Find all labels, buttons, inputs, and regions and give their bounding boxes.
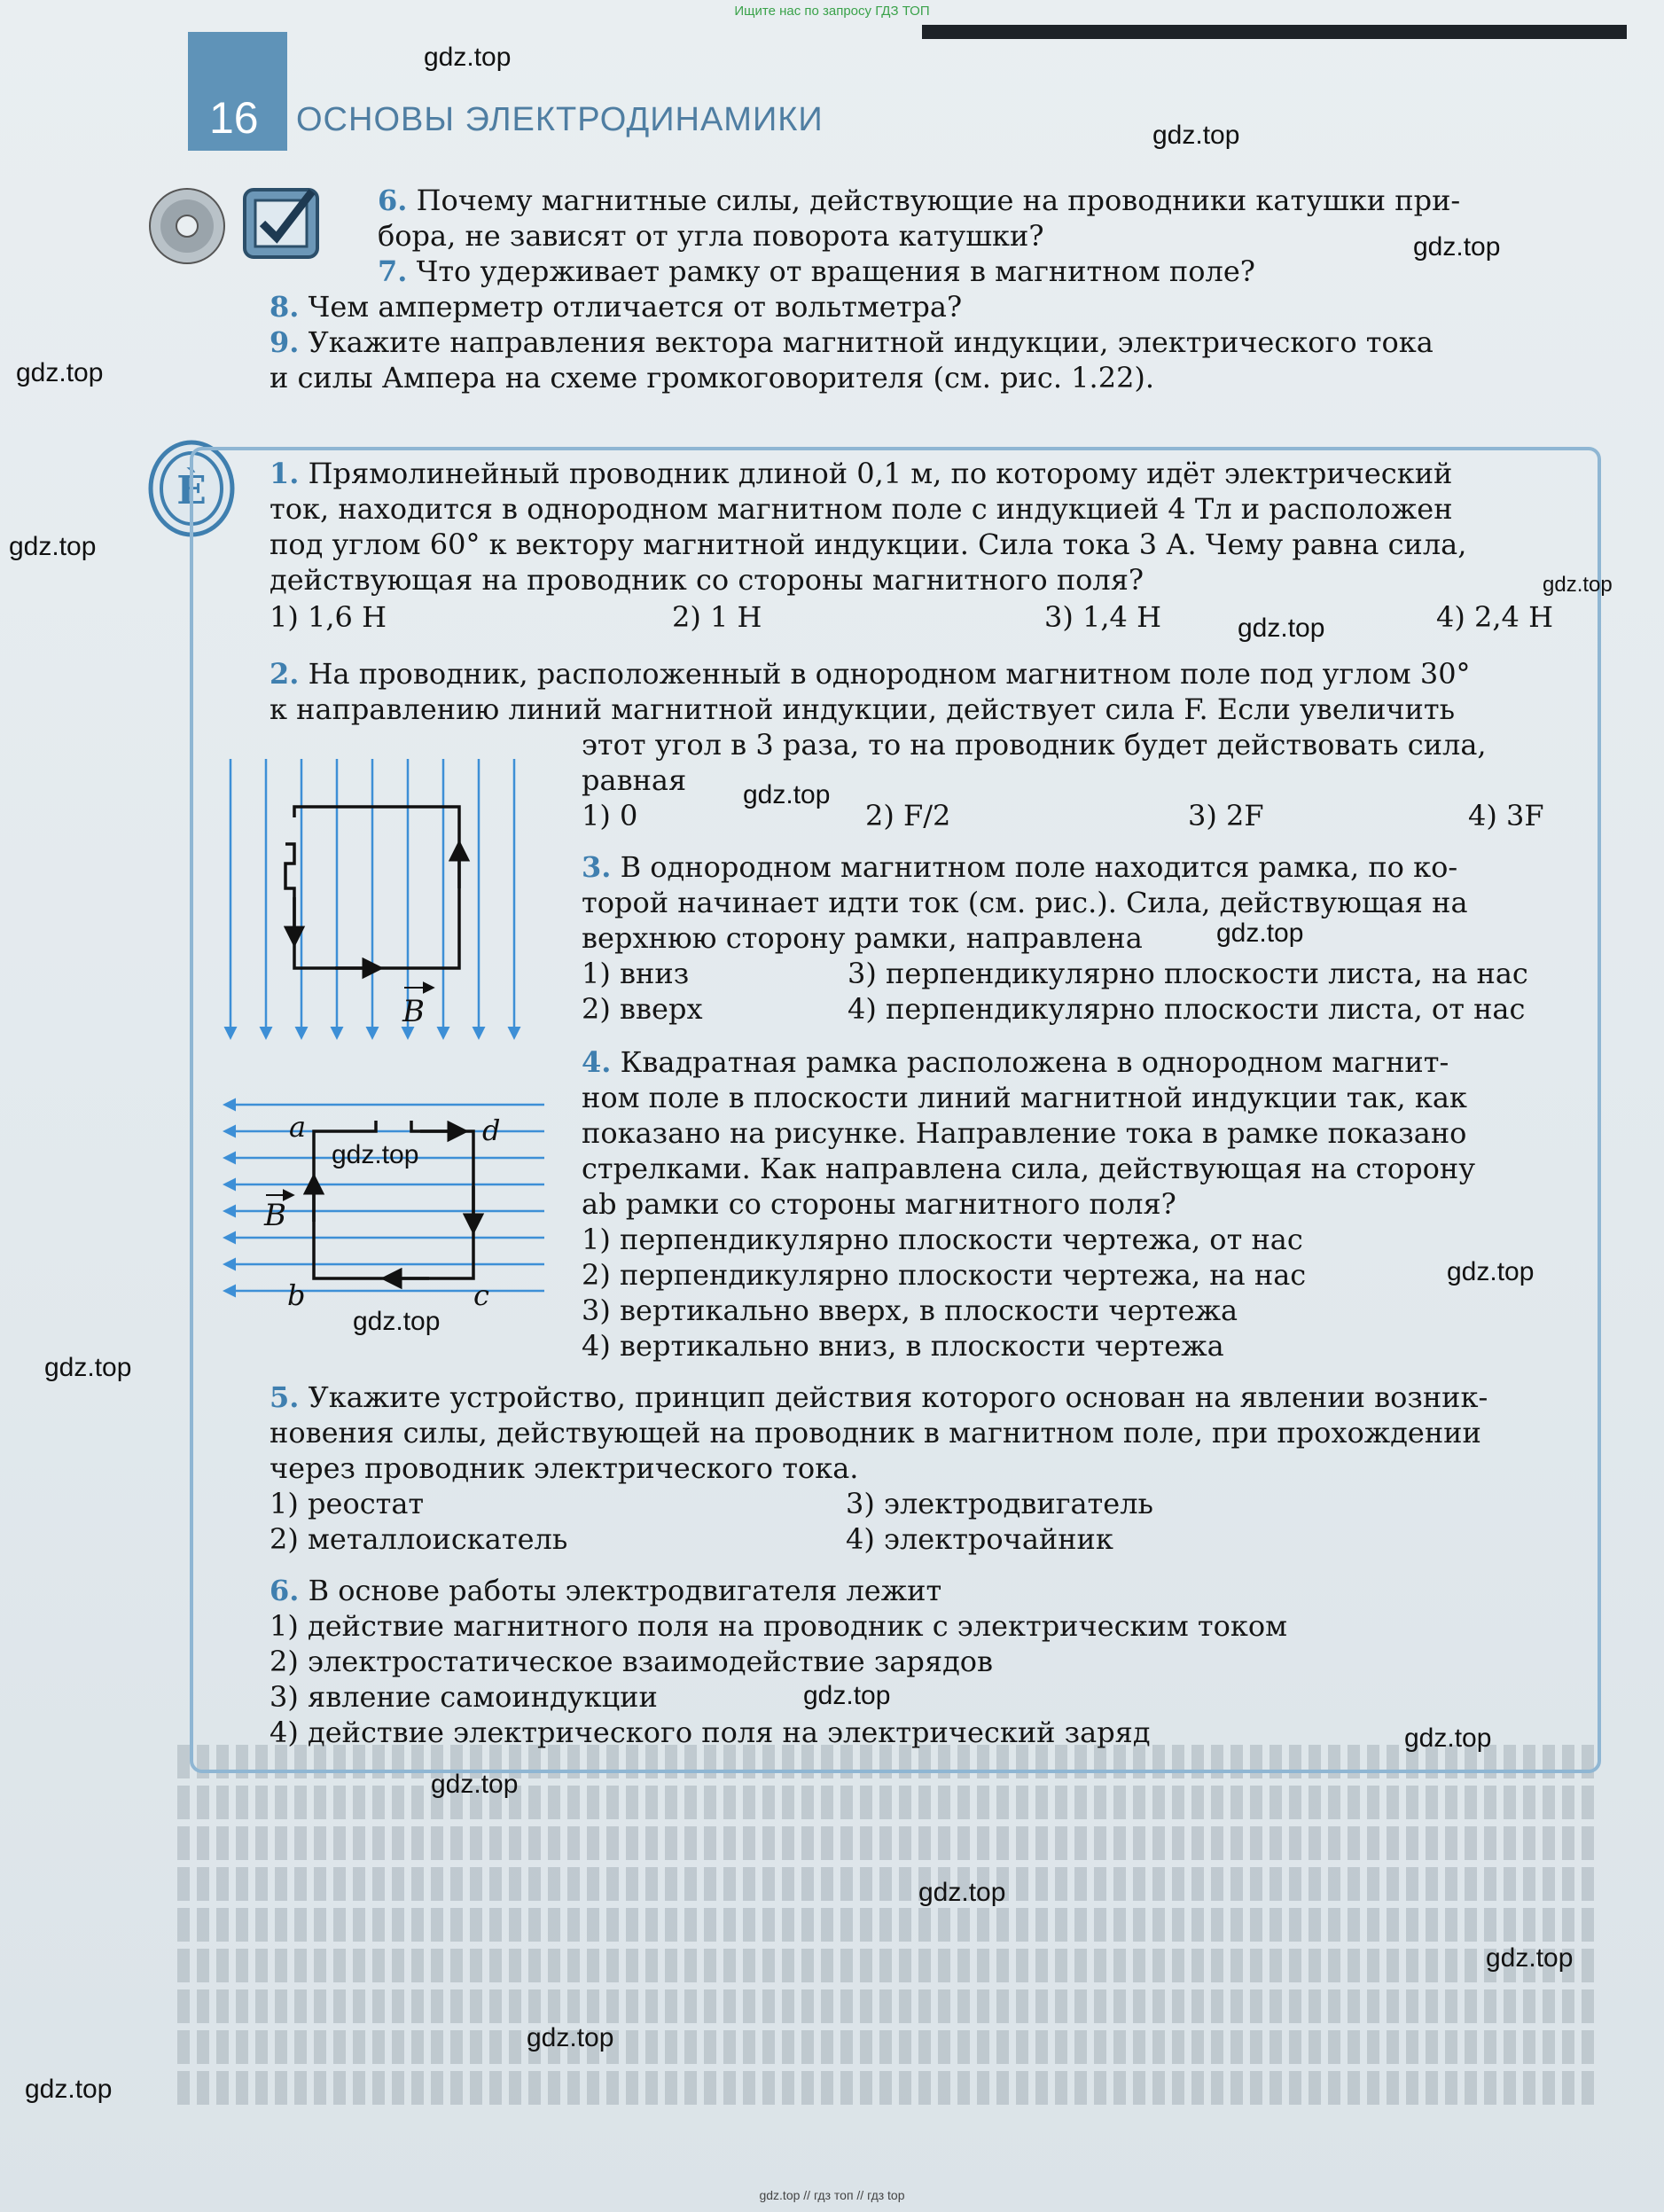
watermark: gdz.top — [1216, 918, 1304, 948]
label-c: c — [473, 1278, 489, 1312]
task-6-answer-4: 4) действие электрического поля на электрический заряд — [270, 1716, 1151, 1749]
task-4-line-3: показано на рисунке. Направление тока в рамке показано — [582, 1116, 1467, 1150]
watermark: gdz.top — [431, 1770, 519, 1799]
task-1-line-3: под углом 60° к вектору магнитной индукции. Сила тока 3 А. Чему равна сила, — [270, 528, 1467, 561]
task-2-answer-2: 2) F/2 — [865, 799, 951, 832]
task-3-answer-4: 4) перпендикулярно плоскости листа, от нас — [848, 992, 1526, 1026]
task-1-answer-4: 4) 2,4 Н — [1436, 600, 1553, 634]
task-3-answer-3: 3) перпендикулярно плоскости листа, на нас — [848, 957, 1528, 990]
task-2-line-1: 2. На проводник, расположенный в однородном магнитном поле под углом 30° — [270, 657, 1471, 691]
page-number: 16 — [209, 93, 259, 143]
watermark: gdz.top — [353, 1307, 441, 1336]
task-1-answer-3: 3) 1,4 Н — [1044, 600, 1161, 634]
label-b: b — [287, 1278, 306, 1312]
watermark: gdz.top — [743, 780, 831, 809]
task-2-answer-1: 1) 0 — [582, 799, 638, 832]
figure-task-4 — [216, 1089, 562, 1319]
task-4-answer-1: 1) перпендикулярно плоскости чертежа, от нас — [582, 1223, 1303, 1256]
question-6-line-2: бора, не зависят от угла поворота катушки? — [378, 219, 1044, 253]
task-4-answer-3: 3) вертикально вверх, в плоскости чертежа — [582, 1294, 1238, 1327]
task-5-line-1: 5. Укажите устройство, принцип действия которого основан на явлении возник- — [270, 1380, 1488, 1414]
watermark: gdz.top — [424, 43, 512, 72]
task-3-answer-1: 1) вниз — [582, 957, 690, 990]
question-8: 8. Чем амперметр отличается от вольтметра? — [270, 290, 963, 324]
task-5-answer-2: 2) металлоискатель — [270, 1522, 568, 1556]
field-lines-down — [230, 759, 514, 1037]
top-note: Ищите нас по запросу ГДЗ ТОП — [734, 4, 930, 19]
watermark: gdz.top — [803, 1681, 891, 1710]
watermark: gdz.top — [527, 2023, 614, 2052]
question-7: 7. Что удерживает рамку от вращения в магнитном поле? — [378, 254, 1255, 288]
task-5-line-2: новения силы, действующей на проводник в магнитном поле, при прохождении — [270, 1416, 1481, 1450]
task-1-line-1: 1. Прямолинейный проводник длиной 0,1 м, по которому идёт электрический — [270, 457, 1453, 490]
svg-text:Ѐ: Ѐ — [176, 468, 207, 513]
task-3-line-3: верхнюю сторону рамки, направлена — [582, 921, 1143, 955]
task-5-answer-3: 3) электродвигатель — [846, 1487, 1153, 1520]
task-3-line-2: торой начинает идти ток (см. рис.). Сила, действующая на — [582, 886, 1468, 919]
watermark: gdz.top — [44, 1353, 132, 1382]
task-1-line-4: действующая на проводник со стороны магнитного поля? — [270, 563, 1144, 597]
task-4-line-4: стрелками. Как направлена сила, действующая на сторону — [582, 1152, 1476, 1185]
field-vector-label: B — [402, 994, 425, 1029]
task-4-answer-2: 2) перпендикулярно плоскости чертежа, на нас — [582, 1258, 1307, 1292]
task-3-answer-2: 2) вверх — [582, 992, 703, 1026]
task-3-line-1: 3. В однородном магнитном поле находится рамка, по ко- — [582, 850, 1458, 884]
bottom-note: gdz.top // гдз топ // гдз top — [759, 2188, 905, 2202]
task-2-answer-3: 3) 2F — [1188, 799, 1264, 832]
task-5-line-3: через проводник электрического тока. — [270, 1451, 859, 1485]
watermark: gdz.top — [1152, 121, 1240, 150]
task-1-answer-2: 2) 1 Н — [672, 600, 762, 634]
watermark: gdz.top — [1404, 1723, 1492, 1753]
label-a: a — [289, 1110, 307, 1144]
label-d: d — [482, 1114, 501, 1147]
task-2-line-3: этот угол в 3 раза, то на проводник будет действовать сила, — [582, 728, 1487, 762]
chapter-title: ОСНОВЫ ЭЛЕКТРОДИНАМИКИ — [296, 101, 824, 138]
watermark: gdz.top — [25, 2075, 113, 2104]
task-2-answer-4: 4) 3F — [1468, 799, 1544, 832]
task-5-answer-4: 4) электрочайник — [846, 1522, 1113, 1556]
top-bar — [922, 25, 1627, 39]
figure-task-3 — [220, 755, 574, 1075]
question-9-line-2: и силы Ампера на схеме громкоговорителя (см. рис. 1.22). — [270, 361, 1155, 395]
task-2-line-4: равная — [582, 763, 687, 797]
task-6-answer-3: 3) явление самоиндукции — [270, 1680, 658, 1714]
task-1-answer-1: 1) 1,6 Н — [270, 600, 387, 634]
watermark: gdz.top — [9, 532, 97, 561]
task-2-line-2: к направлению линий магнитной индукции, действует сила F. Если увеличить — [270, 692, 1455, 726]
watermark: gdz.top — [918, 1878, 1006, 1907]
watermark: gdz.top — [1413, 232, 1501, 262]
bleed-through-text — [177, 1738, 1596, 2181]
watermark: gdz.top — [1486, 1943, 1574, 1973]
field-vector-label-2: B — [264, 1198, 286, 1233]
watermark: gdz.top — [1447, 1257, 1535, 1286]
checkbox-icon — [241, 184, 323, 261]
task-6-answer-1: 1) действие магнитного поля на проводник с электрическим током — [270, 1609, 1288, 1643]
question-6-line-1: 6. Почему магнитные силы, действующие на проводники катушки при- — [378, 184, 1461, 217]
task-4-line-5: ab рамки со стороны магнитного поля? — [582, 1187, 1176, 1221]
task-4-answer-4: 4) вертикально вниз, в плоскости чертежа — [582, 1329, 1224, 1363]
watermark: gdz.top — [1238, 614, 1325, 643]
watermark: gdz.top — [332, 1140, 419, 1169]
disc-icon — [147, 186, 227, 266]
task-6-answer-2: 2) электростатическое взаимодействие зарядов — [270, 1645, 994, 1678]
task-1-line-2: ток, находится в однородном магнитном поле с индукцией 4 Тл и расположен — [270, 492, 1453, 526]
watermark: gdz.top — [1543, 573, 1613, 597]
task-5-answer-1: 1) реостат — [270, 1487, 425, 1520]
task-4-line-1: 4. Квадратная рамка расположена в однородном магнит- — [582, 1045, 1449, 1079]
task-4-line-2: ном поле в плоскости линий магнитной индукции так, как — [582, 1081, 1467, 1114]
task-6-line-1: 6. В основе работы электродвигателя лежит — [270, 1574, 942, 1607]
question-9-line-1: 9. Укажите направления вектора магнитной индукции, электрического тока — [270, 325, 1434, 359]
watermark: gdz.top — [16, 358, 104, 387]
